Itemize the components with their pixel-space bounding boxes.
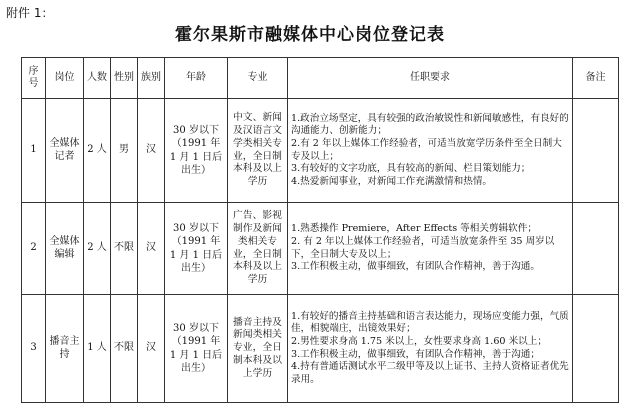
cell-age: 30 岁以下（1991 年 1 月 1 日后出生）	[165, 99, 228, 203]
cell-requirements	[288, 99, 573, 203]
cell-major: 播音主持及新闻类相关专业，全日制本科及以上学历	[228, 295, 288, 403]
cell-age: 30 岁以下（1991 年 1 月 1 日后出生）	[165, 295, 228, 403]
cell-major: 中文、新闻及汉语言文学类相关专业，全日制本科及以上学历	[228, 99, 288, 203]
header-headcount: 人数	[84, 58, 111, 99]
requirement-line: 2.有 2 年以上媒体工作经验者，可适当放宽学历条件至全日制大专及以上；	[291, 137, 562, 162]
cell-major: 广告、影视制作及新闻类相关专业，全日制本科及以上学历	[228, 203, 288, 295]
cell-seq: 2	[22, 203, 46, 295]
cell-age: 30 岁以下（1991 年 1 月 1 日后出生）	[165, 203, 228, 295]
cell-remarks	[573, 203, 619, 295]
requirement-line: 1.政治立场坚定，具有较强的政治敏锐性和新闻敏感性，有良好的沟通能力、创新能力；	[291, 112, 569, 137]
cell-gender: 不限	[111, 203, 138, 295]
cell-gender: 不限	[111, 295, 138, 403]
header-seq: 序号	[22, 58, 46, 99]
requirement-line: 4.热爱新闻事业，对新闻工作充满激情和热情。	[291, 175, 493, 187]
cell-headcount: 1 人	[84, 295, 111, 403]
requirement-line: 2. 有 2 年以上媒体工作经验者，可适当放宽条件至 35 周岁以下，全日制大专及以上；	[291, 235, 555, 260]
header-major: 专业	[228, 58, 288, 99]
header-age: 年龄	[165, 58, 228, 99]
header-gender: 性别	[111, 58, 138, 99]
position-registration-table	[21, 57, 619, 403]
header-position: 岗位	[46, 58, 84, 99]
requirement-line: 3.有较好的文字功底，具有较高的新闻、栏目策划能力；	[291, 163, 531, 175]
requirement-line: 3.工作积极主动，做事细致，有团队合作精神，善于沟通；	[291, 348, 540, 360]
cell-seq: 3	[22, 295, 46, 403]
page-title: 霍尔果斯市融媒体中心岗位登记表	[175, 25, 445, 45]
cell-remarks	[573, 295, 619, 403]
requirement-line: 1.熟悉操作 Premiere，After Effects 等相关剪辑软件；	[291, 223, 537, 235]
cell-position: 全媒体编辑	[46, 203, 84, 295]
table-header-row	[22, 58, 619, 99]
cell-seq: 1	[22, 99, 46, 203]
requirement-line: 3.工作积极主动，做事细致，有团队合作精神，善于沟通。	[291, 261, 540, 273]
header-ethnicity: 族别	[138, 58, 165, 99]
cell-ethnicity: 汉	[138, 203, 165, 295]
requirement-line: 4.持有普通话测试水平二级甲等及以上证书、主持人资格证者优先录用。	[291, 361, 569, 385]
cell-remarks	[573, 99, 619, 203]
table-row	[22, 295, 619, 403]
requirement-line: 2.男性要求身高 1.75 米以上，女性要求身高 1.60 米以上；	[291, 335, 547, 347]
cell-headcount: 2 人	[84, 99, 111, 203]
cell-headcount: 2 人	[84, 203, 111, 295]
table-row	[22, 99, 619, 203]
attachment-label: 附件 1：	[6, 6, 54, 20]
header-requirements: 任职要求	[288, 58, 573, 99]
table-row	[22, 203, 619, 295]
cell-position: 播音主持	[46, 295, 84, 403]
requirement-line: 1.有较好的播音主持基础和语言表达能力，现场应变能力强，气质佳，相貌端庄，出镜效果好；	[291, 310, 569, 335]
cell-position: 全媒体记者	[46, 99, 84, 203]
cell-requirements	[288, 295, 573, 403]
cell-ethnicity: 汉	[138, 295, 165, 403]
cell-ethnicity: 汉	[138, 99, 165, 203]
header-remarks: 备注	[573, 58, 619, 99]
cell-requirements	[288, 203, 573, 295]
cell-gender: 男	[111, 99, 138, 203]
